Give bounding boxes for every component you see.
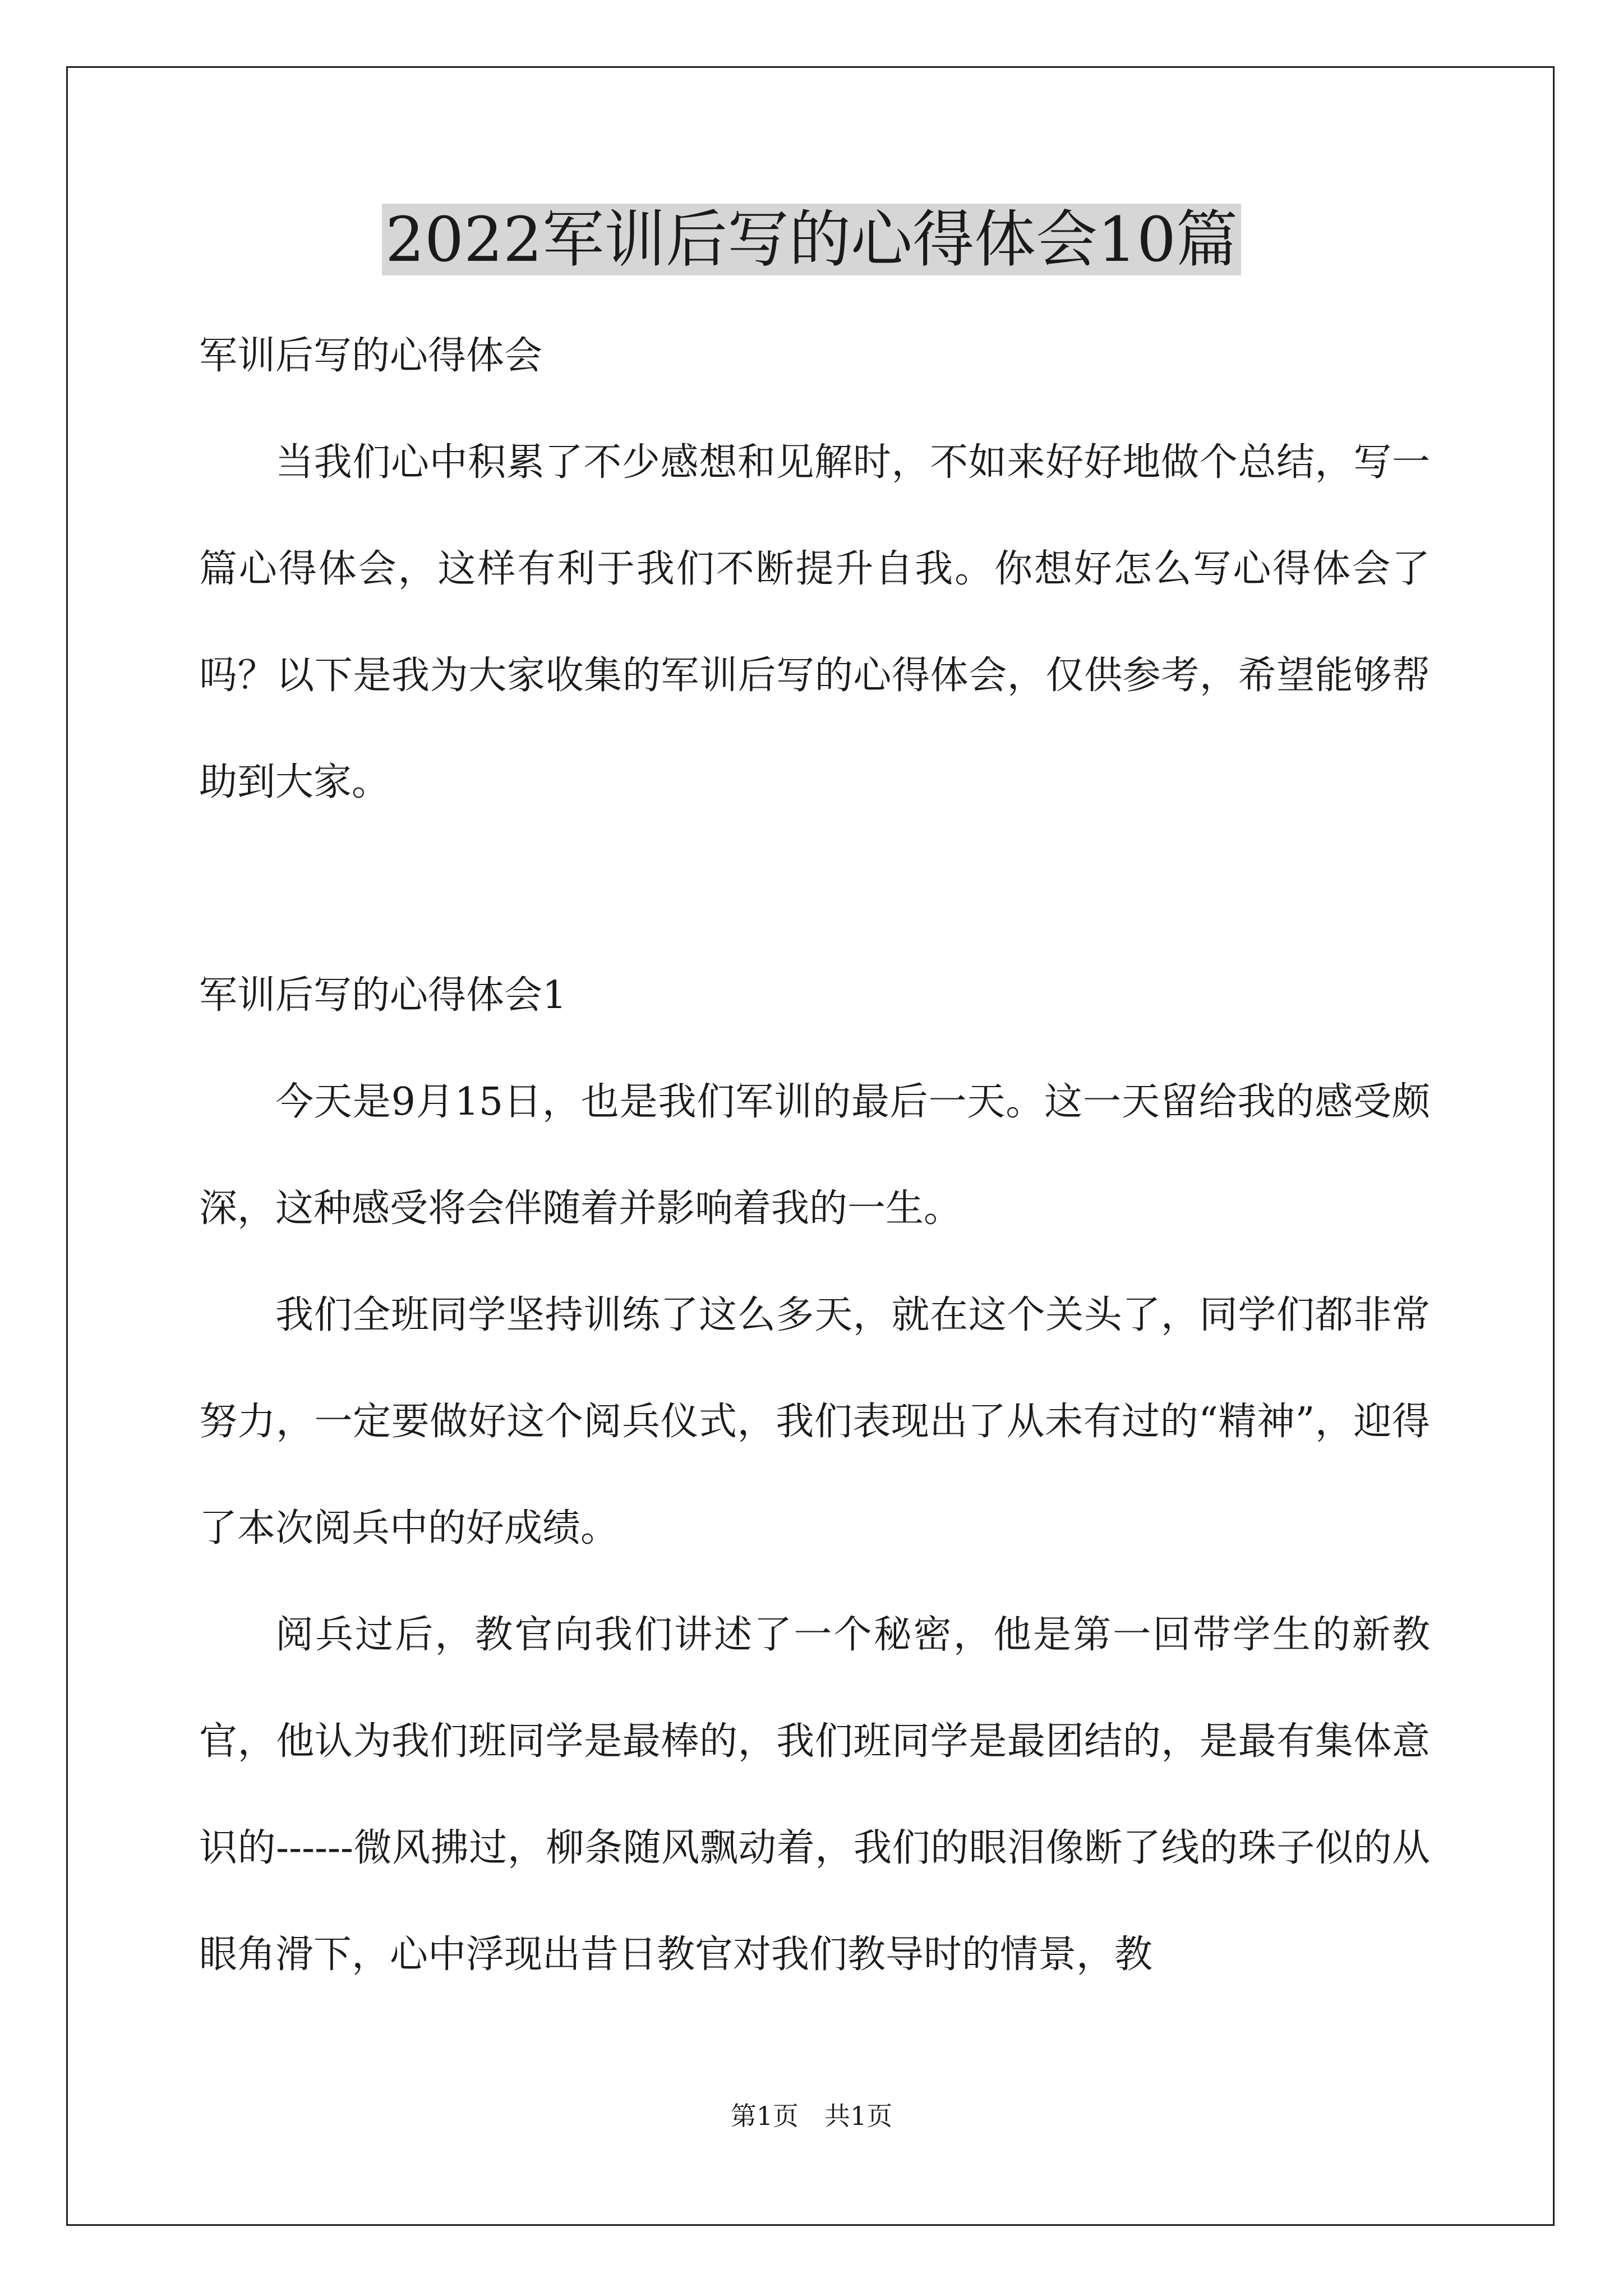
document-body (199, 303, 1430, 2008)
section-1-heading: 军训后写的心得体会1 (199, 973, 567, 1018)
page-footer: 第1页 共1页 (730, 2101, 893, 2131)
document-title (0, 197, 1623, 282)
section-spacer (199, 836, 1430, 942)
intro-paragraph: 当我们心中积累了不少感想和见解时，不如来好好地做个总结，写一篇心得体会，这样有利于我们不断提升自我。你想好怎么写心得体会了吗？以下是我为大家收集的军训后写的心得体会，仅供参考，希望能够帮助到大家。 (199, 440, 1430, 804)
section-1-paragraph: 阅兵过后，教官向我们讲述了一个秘密，他是第一回带学生的新教官，他认为我们班同学是最棒的，我们班同学是最团结的，是最有集体意识的------微风拂过，柳条随风飘动着，我们的眼泪像断了线的珠子似的从眼角滑下，心中浮现出昔日教官对我们教导时的情景，教 (199, 1613, 1430, 1977)
section-1-paragraph: 我们全班同学坚持训练了这么多天，就在这个关头了，同学们都非常努力，一定要做好这个阅兵仪式，我们表现出了从未有过的“精神”，迎得了本次阅兵中的好成绩。 (199, 1293, 1430, 1550)
section-1-paragraph: 今天是9月15日，也是我们军训的最后一天。这一天留给我的感受颇深，这种感受将会伴随着并影响着我的一生。 (199, 1080, 1430, 1231)
intro-heading: 军训后写的心得体会 (199, 334, 543, 378)
document-title-text: 2022军训后写的心得体会10篇 (382, 204, 1241, 275)
